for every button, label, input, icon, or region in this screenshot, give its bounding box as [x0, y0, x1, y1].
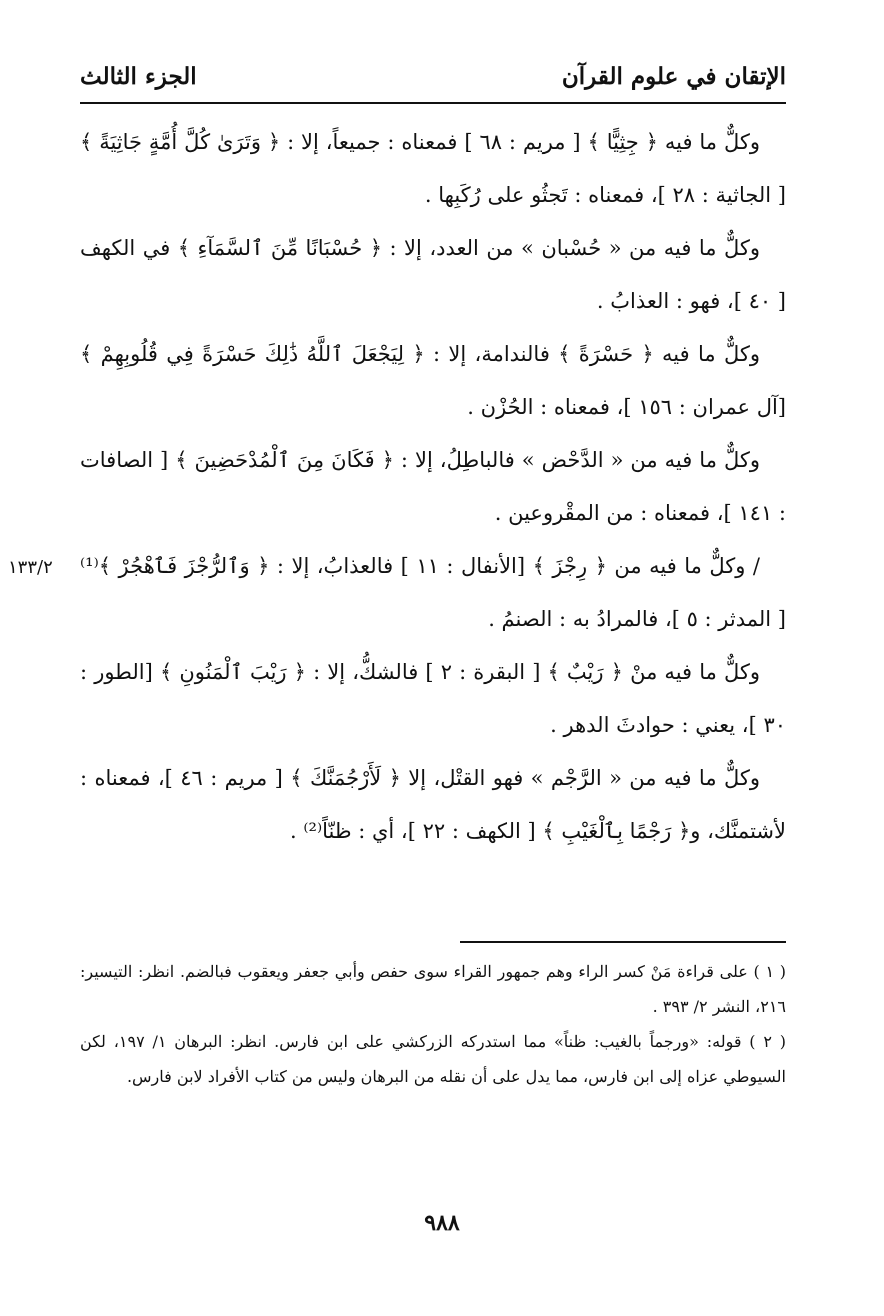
footnote-2: ( ٢ ) قوله: «ورجماً بالغيب: ظناً» مما استدركه الزركشي على ابن فارس. انظر: البرهان ١/ ١٩٧، لكن السيوطي عزاه إلى ابن فارس، مما يدل على أن نقله من البرهان وليس من كتاب الأفراد لابن فارس.	[80, 1032, 787, 1086]
header-rule	[80, 102, 786, 104]
paragraph-5: / وكلٌّ ما فيه من ﴿ رِجْزَ ﴾ [الأنفال : ١١ ] فالعذابُ، إلا : ﴿ وَٱلرُّجْزَ فَٱهْجُرْ ﴾⁽¹⁾ [ المدثر : ٥ ]، فالمرادُ به : الصنمُ .	[80, 554, 786, 631]
paragraph-3: وكلٌّ ما فيه ﴿ حَسْرَةً ﴾ فالندامة، إلا : ﴿ لِيَجْعَلَ ٱللَّهُ ذَٰلِكَ حَسْرَةً فِي قُلُوبِهِمْ ﴾ [آل عمران : ١٥٦ ]، فمعناه : الحُزْن .	[80, 342, 786, 419]
main-text	[80, 116, 786, 858]
book-title: الإتقان في علوم القرآن	[561, 62, 786, 90]
footnote-rule	[460, 941, 786, 943]
paragraph-6: وكلٌّ ما فيه منْ ﴿ رَيْبٌ ﴾ [ البقرة : ٢ ] فالشكُّ، إلا : ﴿ رَيْبَ ٱلْمَنُونِ ﴾ [الطور : ٣٠ ]، يعني : حوادثَ الدهر .	[80, 660, 786, 737]
paragraph-2: وكلٌّ ما فيه من « حُسْبان » من العدد، إلا : ﴿ حُسْبَانًا مِّنَ ٱلسَّمَآءِ ﴾ في الكهف [ ٤٠ ]، فهو : العذابُ .	[80, 236, 786, 313]
volume-label: الجزء الثالث	[80, 62, 197, 90]
page-number: ٩٨٨	[424, 1210, 460, 1236]
margin-page-reference: ١٣٣/٢	[8, 557, 53, 578]
paragraph-4: وكلٌّ ما فيه من « الدَّحْض » فالباطِلُ، إلا : ﴿ فَكَانَ مِنَ ٱلْمُدْحَضِينَ ﴾ [ الصافات : ١٤١ ]، فمعناه : من المقْروعين .	[80, 448, 786, 525]
running-header	[80, 54, 786, 98]
footnotes	[80, 954, 786, 1094]
paragraph-1: وكلٌّ ما فيه ﴿ جِثِيًّا ﴾ [ مريم : ٦٨ ] فمعناه : جميعاً، إلا : ﴿ وَتَرَىٰ كُلَّ أُمَّةٍ جَاثِيَةً ﴾ [ الجاثية : ٢٨ ]، فمعناه : تَجثُو على رُكَبِها .	[80, 130, 786, 207]
footnote-1: ( ١ ) على قراءة مَنْ كسر الراء وهم جمهور القراء سوى حفص وأبي جعفر ويعقوب فبالضم. انظر: التيسير: ٢١٦، النشر ٢/ ٣٩٣ .	[80, 962, 787, 1016]
paragraph-7: وكلٌّ ما فيه من « الرَّجْم » فهو القتْل، إلا ﴿ لَأَرْجُمَنَّكَ ﴾ [ مريم : ٤٦ ]، فمعناه : لأشتمنَّك، و﴿ رَجْمًا بِٱلْغَيْبِ ﴾ [ الكهف : ٢٢ ]، أي : ظنّاً⁽²⁾ .	[80, 766, 786, 843]
